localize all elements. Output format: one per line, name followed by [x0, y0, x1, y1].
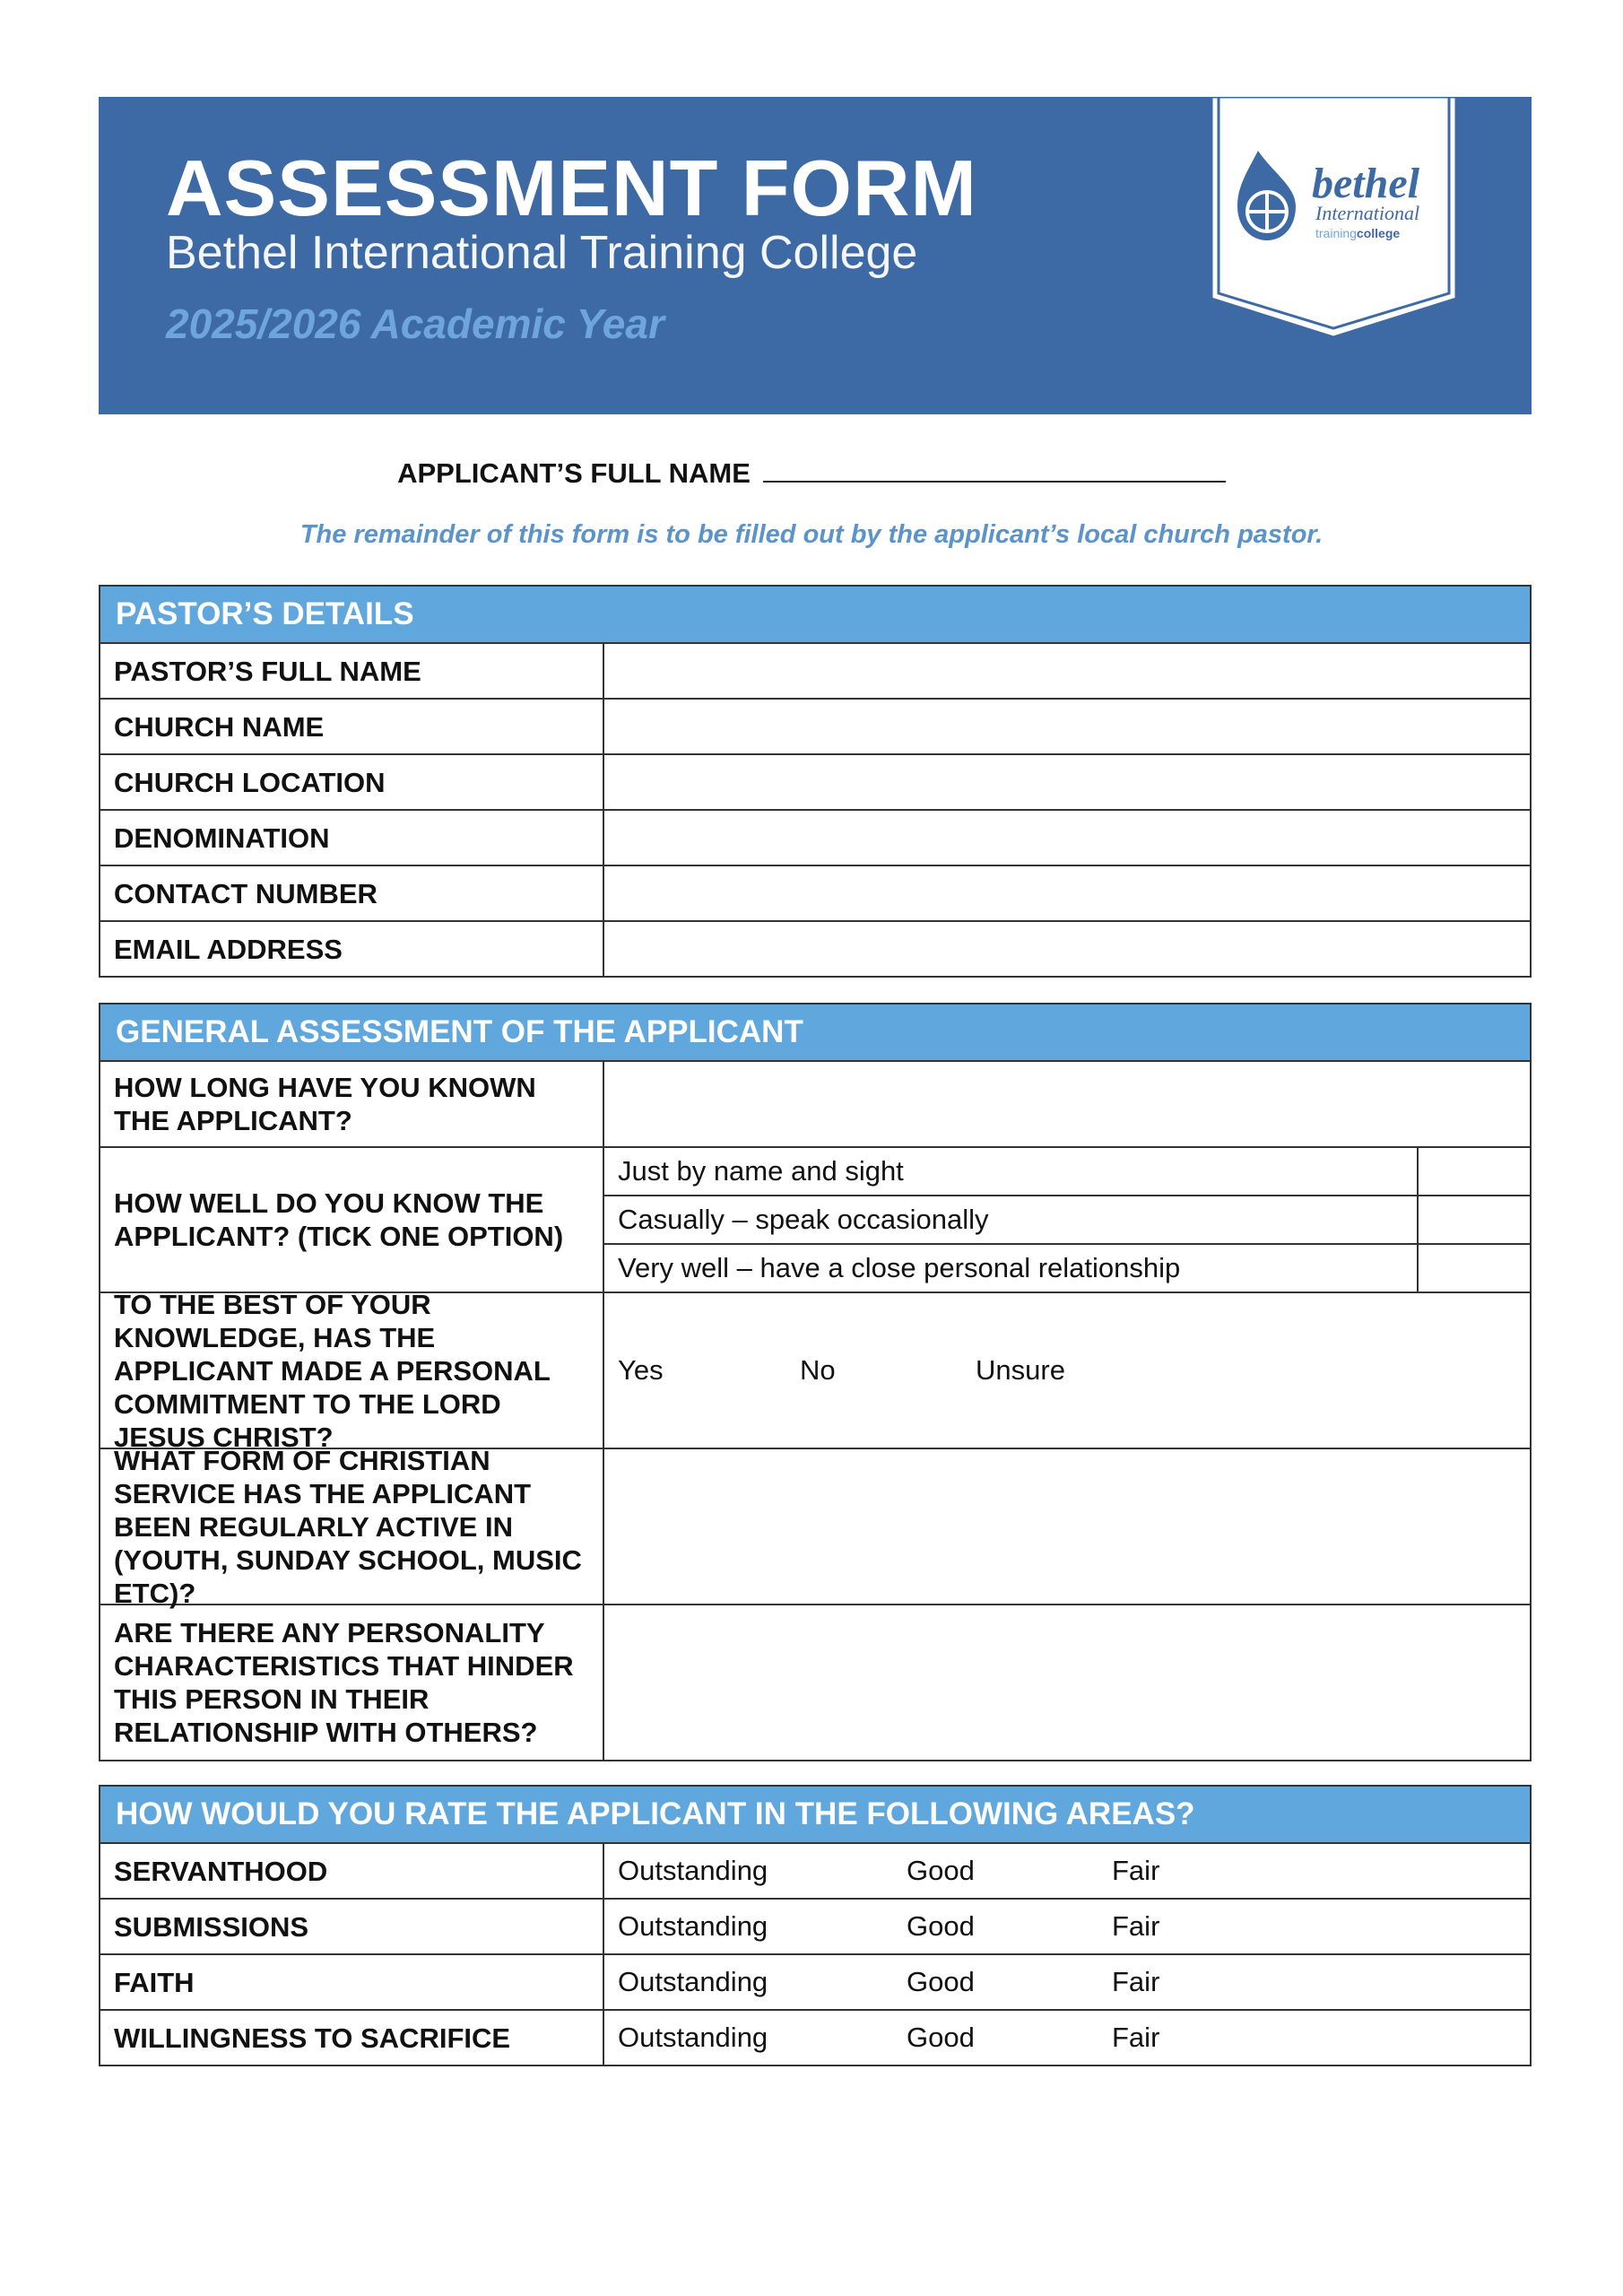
field-label: CHURCH LOCATION [100, 755, 604, 809]
form-row [100, 1062, 1530, 1146]
tick-box[interactable] [1419, 1148, 1530, 1195]
pastor-instruction-note: The remainder of this form is to be filled out by the applicant’s local church pastor. [299, 520, 1324, 549]
area-label: WILLINGNESS TO SACRIFICE [100, 2011, 604, 2065]
option-row [604, 1195, 1530, 1243]
church-location-input[interactable] [604, 755, 1530, 809]
known-duration-input[interactable] [604, 1062, 1530, 1146]
rating-good[interactable]: Good [907, 1966, 975, 1997]
church-name-input[interactable] [604, 700, 1530, 753]
pastor-details-section [99, 585, 1532, 978]
area-label: SERVANTHOOD [100, 1844, 604, 1898]
applicant-name-line[interactable] [763, 456, 1226, 483]
rating-options [604, 1955, 1530, 2009]
logo-shield-icon [1206, 97, 1462, 339]
acquaintance-options [604, 1148, 1530, 1292]
svg-text:trainingcollege: trainingcollege [1315, 226, 1401, 240]
option-yes[interactable]: Yes [618, 1354, 664, 1386]
college-logo-badge [1206, 97, 1462, 339]
field-label: PASTOR’S FULL NAME [100, 644, 604, 698]
form-row [100, 1146, 1530, 1292]
option-row [604, 1243, 1530, 1292]
form-row [100, 809, 1530, 865]
rating-row [100, 2009, 1530, 2065]
rating-outstanding[interactable]: Outstanding [618, 2022, 768, 2053]
rating-fair[interactable]: Fair [1112, 1910, 1160, 1942]
form-row [100, 698, 1530, 753]
applicant-name-field [0, 456, 1623, 490]
field-label: CHURCH NAME [100, 700, 604, 753]
rating-fair[interactable]: Fair [1112, 1855, 1160, 1886]
field-label: DENOMINATION [100, 811, 604, 865]
question-label: WHAT FORM OF CHRISTIAN SERVICE HAS THE APPLICANT BEEN REGULARLY ACTIVE IN (YOUTH, SUNDAY SCHOOL, MUSIC ETC)? [100, 1449, 604, 1604]
area-label: SUBMISSIONS [100, 1900, 604, 1953]
rating-options [604, 1844, 1530, 1898]
form-row [100, 753, 1530, 809]
option-label: Very well – have a close personal relationship [604, 1245, 1419, 1292]
form-row [100, 1444, 1530, 1609]
christian-service-input[interactable] [604, 1449, 1530, 1604]
field-label: EMAIL ADDRESS [100, 922, 604, 976]
rating-row [100, 1844, 1530, 1898]
rating-row [100, 1953, 1530, 2009]
commitment-options [604, 1293, 1530, 1448]
option-row [604, 1148, 1530, 1195]
contact-number-input[interactable] [604, 866, 1530, 920]
section-heading: PASTOR’S DETAILS [100, 587, 1530, 644]
rating-good[interactable]: Good [907, 2022, 975, 2053]
rating-options [604, 2011, 1530, 2065]
academic-year: 2025/2026 Academic Year [166, 300, 664, 347]
option-no[interactable]: No [800, 1354, 836, 1386]
question-label: ARE THERE ANY PERSONALITY CHARACTERISTICS THAT HINDER THIS PERSON IN THEIR RELATIONSHIP WITH OTHERS? [100, 1605, 604, 1760]
rating-fair[interactable]: Fair [1112, 2022, 1160, 2053]
option-unsure[interactable]: Unsure [976, 1354, 1065, 1386]
question-label: HOW WELL DO YOU KNOW THE APPLICANT? (TICK ONE OPTION) [100, 1148, 604, 1292]
rating-outstanding[interactable]: Outstanding [618, 1966, 768, 1997]
applicant-name-label: APPLICANT’S FULL NAME [397, 457, 751, 489]
section-heading: GENERAL ASSESSMENT OF THE APPLICANT [100, 1004, 1530, 1062]
pastor-name-input[interactable] [604, 644, 1530, 698]
form-row [100, 1604, 1530, 1760]
option-label: Just by name and sight [604, 1148, 1419, 1195]
rating-outstanding[interactable]: Outstanding [618, 1855, 768, 1886]
rating-good[interactable]: Good [907, 1910, 975, 1942]
tick-box[interactable] [1419, 1196, 1530, 1243]
form-row [100, 920, 1530, 976]
personality-input[interactable] [604, 1605, 1530, 1760]
college-name: Bethel International Training College [166, 227, 918, 279]
form-row [100, 644, 1530, 698]
form-row [100, 1288, 1530, 1453]
question-label: HOW LONG HAVE YOU KNOWN THE APPLICANT? [100, 1062, 604, 1146]
email-address-input[interactable] [604, 922, 1530, 976]
question-label: TO THE BEST OF YOUR KNOWLEDGE, HAS THE APPLICANT MADE A PERSONAL COMMITMENT TO THE LORD JESUS CHRIST? [100, 1293, 604, 1448]
denomination-input[interactable] [604, 811, 1530, 865]
section-heading: HOW WOULD YOU RATE THE APPLICANT IN THE FOLLOWING AREAS? [100, 1787, 1530, 1844]
area-label: FAITH [100, 1955, 604, 2009]
rating-row [100, 1898, 1530, 1953]
general-assessment-section [99, 1003, 1532, 1761]
field-label: CONTACT NUMBER [100, 866, 604, 920]
form-row [100, 865, 1530, 920]
rating-fair[interactable]: Fair [1112, 1966, 1160, 1997]
svg-text:International: International [1315, 202, 1420, 224]
rating-outstanding[interactable]: Outstanding [618, 1910, 768, 1942]
header-banner [99, 97, 1532, 414]
rating-section [99, 1785, 1532, 2066]
svg-text:bethel: bethel [1312, 160, 1419, 207]
option-label: Casually – speak occasionally [604, 1196, 1419, 1243]
rating-good[interactable]: Good [907, 1855, 975, 1886]
form-title: ASSESSMENT FORM [166, 144, 977, 232]
tick-box[interactable] [1419, 1245, 1530, 1292]
rating-options [604, 1900, 1530, 1953]
